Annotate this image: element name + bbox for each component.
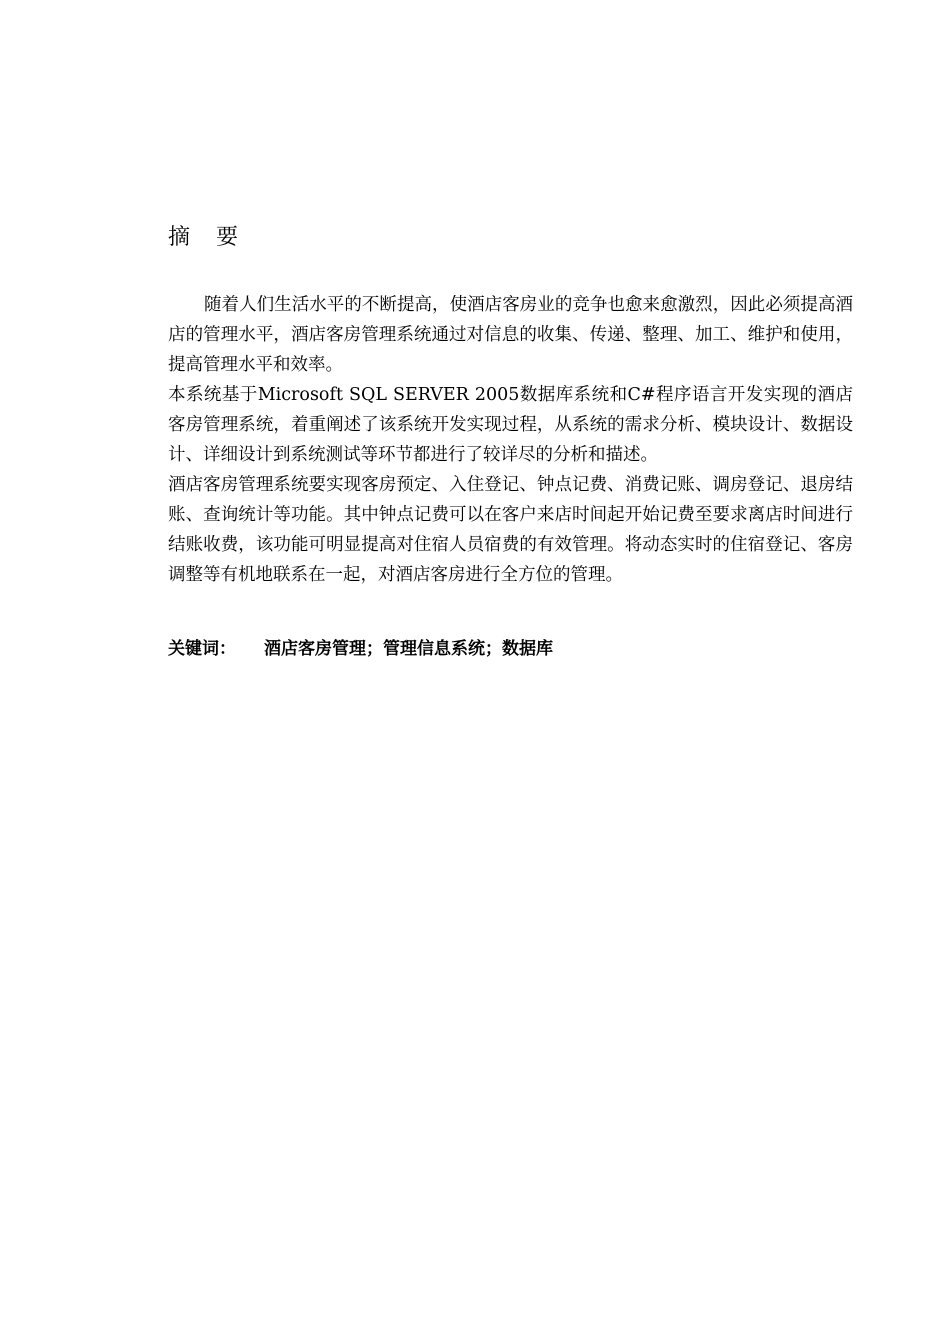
keywords-value: 酒店客房管理；管理信息系统；数据库 — [264, 639, 553, 659]
keywords-label: 关键词： — [168, 639, 236, 659]
abstract-paragraph-1: 随着人们生活水平的不断提高，使酒店客房业的竞争也愈来愈激烈，因此必须提高酒店的管理水平，酒店客房管理系统通过对信息的收集、传递、整理、加工、维护和使用，提高管理水平和效率。 — [168, 295, 853, 375]
abstract-heading: 摘要 — [168, 225, 265, 250]
abstract-paragraph-2: 本系统基于Microsoft SQL SERVER 2005数据库系统和C#程序语言开发实现的酒店客房管理系统，着重阐述了该系统开发实现过程，从系统的需求分析、模块设计、数据设计、详细设计到系统测试等环节都进行了较详尽的分析和描述。 — [168, 385, 853, 465]
abstract-body — [168, 290, 853, 590]
keywords-line — [168, 634, 553, 664]
abstract-paragraph-3: 酒店客房管理系统要实现客房预定、入住登记、钟点记费、消费记账、调房登记、退房结账、查询统计等功能。其中钟点记费可以在客户来店时间起开始记费至要求离店时间进行结账收费，该功能可明显提高对住宿人员宿费的有效管理。将动态实时的住宿登记、客房调整等有机地联系在一起，对酒店客房进行全方位的管理。 — [168, 475, 853, 585]
